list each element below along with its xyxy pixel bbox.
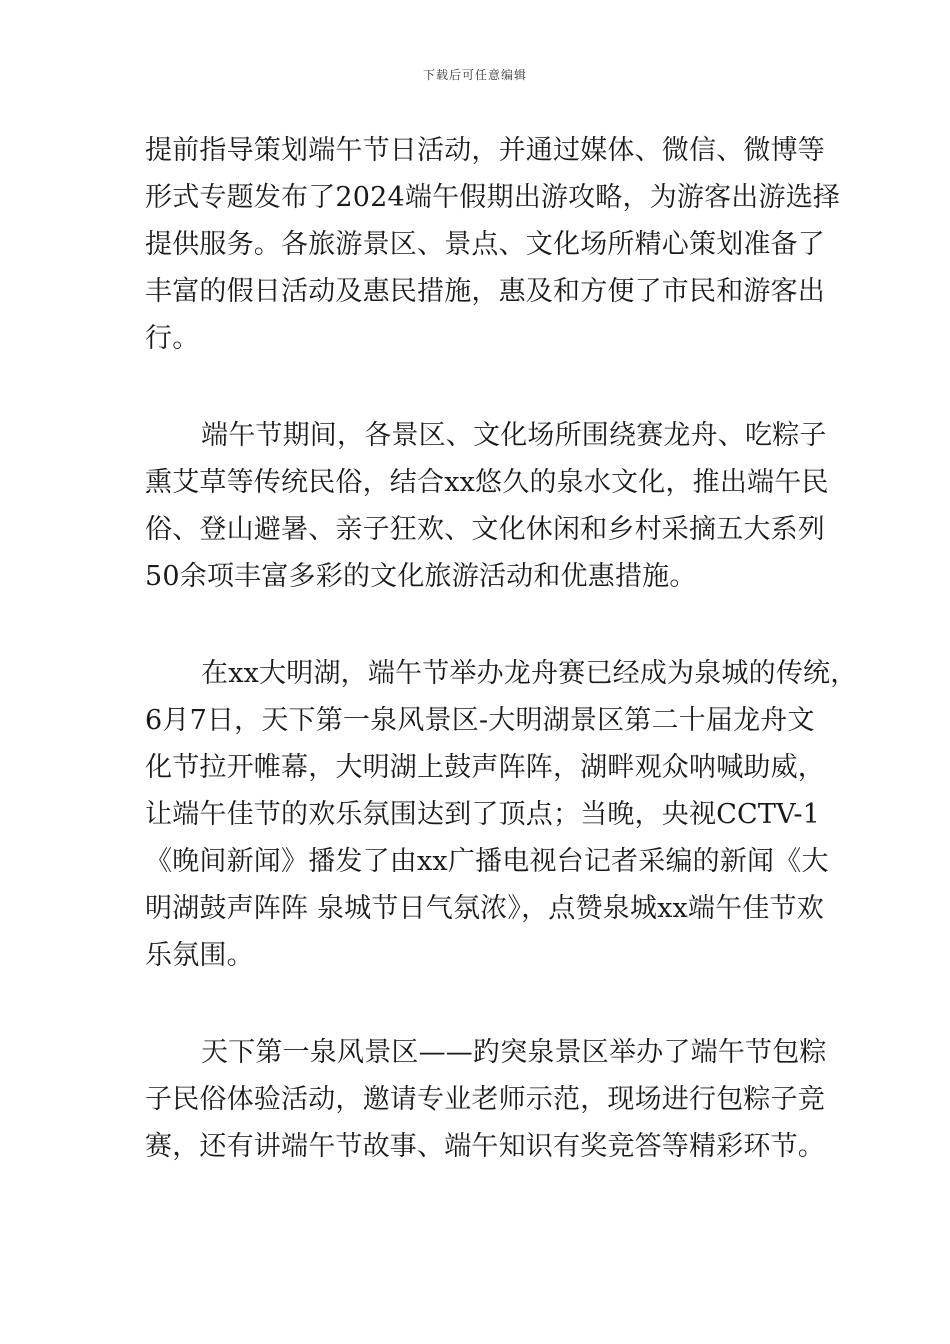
paragraph-line: 提前指导策划端午节日活动，并通过媒体、微信、微博等 bbox=[145, 135, 825, 166]
paragraph-line: 端午节期间，各景区、文化场所围绕赛龙舟、吃粽子 bbox=[201, 420, 827, 451]
paragraph-line: 化节拉开帷幕，大明湖上鼓声阵阵，湖畔观众呐喊助威， bbox=[145, 752, 825, 783]
paragraph-3 bbox=[145, 650, 858, 979]
paragraph-line: 子民俗体验活动，邀请专业老师示范，现场进行包粽子竞 bbox=[145, 1084, 825, 1115]
paragraph-line: 在xx大明湖，端午节举办龙舟赛已经成为泉城的传统， bbox=[201, 658, 858, 689]
paragraph-line: 丰富的假日活动及惠民措施，惠及和方便了市民和游客出 bbox=[145, 276, 825, 307]
paragraph-line: 提供服务。各旅游景区、景点、文化场所精心策划准备了 bbox=[145, 229, 825, 260]
paragraph-line: 形式专题发布了2024端午假期出游攻略，为游客出游选择 bbox=[145, 182, 841, 213]
page-header-note: 下载后可任意编辑 bbox=[422, 68, 527, 82]
paragraph-line: 天下第一泉风景区——趵突泉景区举办了端午节包粽 bbox=[201, 1037, 827, 1068]
document-body bbox=[145, 127, 858, 1220]
paragraph-2 bbox=[145, 412, 835, 600]
paragraph-line: 行。 bbox=[145, 323, 200, 354]
paragraph-line: 乐氛围。 bbox=[145, 940, 254, 971]
paragraph-line: 6月7日，天下第一泉风景区-大明湖景区第二十届龙舟文 bbox=[145, 705, 815, 736]
paragraph-4 bbox=[145, 1029, 835, 1170]
paragraph-line: 明湖鼓声阵阵 泉城节日气氛浓》，点赞泉城xx端午佳节欢 bbox=[145, 893, 824, 924]
paragraph-line: 让端午佳节的欢乐氛围达到了顶点；当晚，央视CCTV-1 bbox=[145, 799, 821, 830]
paragraph-line: 俗、登山避暑、亲子狂欢、文化休闲和乡村采摘五大系列 bbox=[145, 514, 825, 545]
paragraph-line: 熏艾草等传统民俗，结合xx悠久的泉水文化，推出端午民 bbox=[145, 467, 829, 498]
paragraph-line: 《晚间新闻》播发了由xx广播电视台记者采编的新闻《大 bbox=[145, 846, 829, 877]
paragraph-line: 赛，还有讲端午节故事、端午知识有奖竞答等精彩环节。 bbox=[145, 1131, 825, 1162]
paragraph-1 bbox=[145, 127, 841, 362]
paragraph-line: 50余项丰富多彩的文化旅游活动和优惠措施。 bbox=[145, 561, 697, 592]
